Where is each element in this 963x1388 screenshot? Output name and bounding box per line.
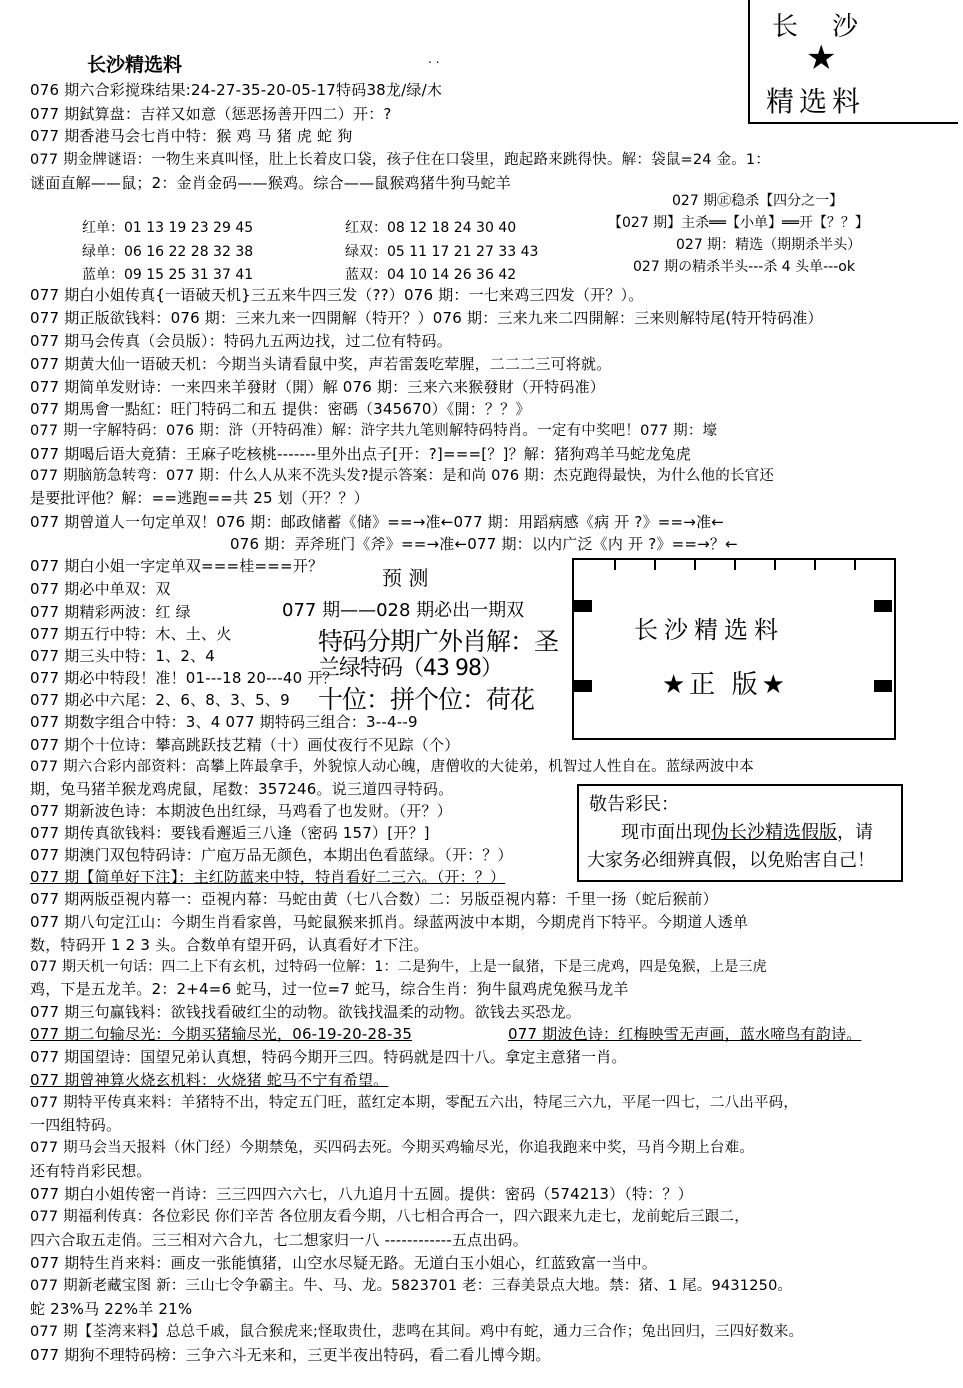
notice-heading: 敬告彩民： (589, 794, 679, 815)
text-line: 077 期三头中特：1、2、4 (30, 647, 216, 665)
text-line: 期，兔马猪羊猴龙鸡虎鼠，尾数：357246。说三道四寻特码。 (30, 780, 454, 798)
notice-highlight: 伪长沙精选假版 (711, 822, 837, 843)
red-double: 红双：08 12 18 24 30 40 (345, 220, 517, 236)
star-icon: ★ (806, 38, 837, 78)
text-line: 077 期三句赢钱料：欲钱找看破红尘的动物。欲钱找温柔的动物。欲钱去买恐龙。 (30, 1003, 582, 1021)
intro-line: 077 期鉽算盘：吉祥又如意（惩恶扬善开四二）开：? (30, 105, 392, 123)
page-title: 长沙精选料 (87, 54, 183, 76)
text-line: 077 期八句定江山：今期生肖看家兽，马蛇鼠猴来抓肖。绿蓝两波中本期，今期虎肖下特平。今期道人透单 (30, 913, 749, 931)
intro-line: 076 期六合彩搅珠结果:24-27-35-20-05-17特码38龙/绿/木 (30, 81, 443, 99)
text-line: 077 期白小姐传真{一语破天机}三五来牛四三发（??）076 期：一七来鸡三四发（开？）。 (30, 286, 644, 304)
intro-line: 077 期香港马会七肖中特：猴 鸡 马 猪 虎 蛇 狗 (30, 127, 353, 145)
text-line: 077 期狗不理特码榜：三争六斗无来和，三更半夜出特码，看二看儿博今期。 (30, 1346, 551, 1364)
text-line: 077 期福利传真：各位彩民 你们辛苦 各位朋友看今期，八七相合再合一，四六跟来九走七，龙前蛇后三跟二， (30, 1209, 749, 1225)
text-line: 077 期【荃湾来料】总总千戚，鼠合猴虎来;怪取贵仕，悲鸣在其间。鸡中有蛇，通力三合作；兔出回归，三四好数来。 (30, 1324, 804, 1340)
text-line: 鸡，下是五龙羊。2：2+4=6 蛇马，过一位=7 蛇马，综合生肖：狗牛鼠鸡虎兔猴马龙羊 (30, 980, 629, 998)
text-line: 077 期六合彩内部资料：高攀上阵最拿手，外貌惊人动心魄，唐僧收的大徒弟，机智过人性自在。蓝绿两波中本 (30, 759, 754, 775)
text-line: 077 期黄大仙一语破天机：今期当头请看鼠中奖，声若雷轰吃荤腥，二二二三可将就。 (30, 355, 612, 373)
blue-double: 蓝双：04 10 14 26 36 42 (345, 267, 517, 283)
text-line: 077 期曾道人一句定单双！076 期：邮政储蓄《储》==→准←077 期：用蹈病感《病 开 ?》==→准← (30, 513, 725, 531)
right-box-line: 027 期の精杀半头---杀 4 头单---ok (633, 259, 855, 275)
text-line: 四六合取五走俏。三三相对六合九，七二想家归一八 ------------五点出码。 (30, 1231, 528, 1249)
text-line: 077 期新波色诗：本期波色出红绿，马鸡看了也发财。（开？） (30, 802, 452, 820)
text-line: 077 期喝后语大竟猜：王麻子吃核桃-------里外出点子[开：?]===[？]？解：猪狗鸡羊马蛇龙兔虎 (30, 445, 691, 463)
text-line: 077 期白小姐传密一肖诗：三三四四六六七，八九追月十五圆。提供：密码（574213）（特：？） (30, 1185, 693, 1203)
text-line: 数，特码开 1 2 3 头。合数单有望开码，认真看好才下注。 (30, 936, 429, 954)
text-line: 077 期简单发财诗：一来四来羊發財（開）解 076 期：三来六来猴發財（开特码准） (30, 378, 605, 396)
text-line: 077 期二句输尽光：今期买猪输尽光，06-19-20-28-35 (30, 1025, 413, 1043)
text-line: 一四组特码。 (30, 1116, 122, 1134)
text-line: 077 期五行中特：木、土、火 (30, 625, 232, 643)
notice-text: 现市面出现 (621, 822, 711, 843)
predict-line: 十位：拼个位：荷花 (318, 685, 535, 714)
text-line: 077 期马会当天报料（休门经）今期禁兔，买四码去死。今期买鸡输尽光，你追我跑来中奖，马肖今期上台难。 (30, 1140, 754, 1156)
text-line: 077 期新老藏宝图 新：三山七令争霸主。牛、马、龙。5823701 老：三春美景点大地。禁：猪、1 尾。9431250。 (30, 1278, 793, 1294)
text-line: 077 期精彩两波：红 绿 (30, 603, 191, 621)
stamp-title: 长沙精选料 (634, 616, 784, 644)
text-line: 077 期一字解特码：076 期：浒（开特码准）解：浒字共九笔则解特码特肖。一定有中奖吧！077 期：壕 (30, 423, 718, 439)
stamp-subtitle: ★正 版★ (662, 670, 789, 700)
genuine-stamp (572, 558, 896, 740)
text-line: 077 期波色诗：红梅映雪无声画，蓝水啼鸟有韵诗。 (508, 1025, 862, 1043)
text-line: 077 期国望诗：国望兄弟认真想，特码今期开三四。特码就是四十八。拿定主意猪一肖。 (30, 1048, 627, 1066)
text-line: 077 期馬會一點紅：旺门特码二和五 提供：密碼（345670）《開：？？》 (30, 400, 531, 418)
intro-line: 谜面直解——鼠；2：金肖金码——猴鸡。综合——鼠猴鸡猪牛狗马蛇羊 (30, 174, 511, 192)
text-line: 077 期必中单双：双 (30, 580, 171, 598)
corner-title-bottom: 精选料 (766, 85, 866, 118)
red-single: 红单：01 13 19 23 29 45 (82, 220, 254, 236)
text-line: 还有特肖彩民想。 (30, 1162, 152, 1180)
text-line: 077 期【简单好下注】：主红防蓝来中特，特肖看好二三六。（开：？） (30, 868, 506, 886)
text-line: 077 期澳门双包特码诗：广庖万品无颜色，本期出色看蓝绿。（开：？） (30, 846, 513, 864)
notice-text: 大家务必细辨真假，以免贻害自己！ (587, 850, 875, 871)
predict-subtitle: 077 期——028 期必出一期双 (282, 600, 525, 621)
text-line: 077 期白小姐一字定单双===桂===开？ (30, 557, 324, 575)
predict-title: 预 测 (382, 566, 429, 590)
right-box-line: 【027 期】主杀══【小单】══开【？？】 (608, 215, 869, 231)
text-line: 077 期两版亞視内幕一：亞視内幕：马蛇由黄（七八合数）二：另版亞視内幕：千里一扬（蛇后猴前） (30, 890, 718, 908)
right-box-line: 027 期㊣稳杀【四分之一】 (672, 193, 844, 209)
notice-box (577, 784, 903, 882)
text-line: 077 期数字组合中特：3、4 077 期特码三组合：3--4--9 (30, 713, 418, 731)
text-line: 是要批评他？解：==逃跑==共 25 划（开？？） (30, 489, 369, 507)
green-double: 绿双：05 11 17 21 27 33 43 (345, 244, 539, 260)
text-line: 077 期必中特段！准！01---18 20---40 开？ (30, 669, 338, 687)
predict-line: 特码分期广外肖解：圣 (318, 627, 559, 656)
text-line: 077 期必中六尾：2、6、8、3、5、9 (30, 691, 290, 709)
text-line: 077 期天机一句话：四二上下有玄机，过特码一位解：1：二是狗牛，上是一鼠猪，下是三虎鸡，四是兔猴，上是三虎 (30, 959, 767, 975)
text-line: 蛇 23%马 22%羊 21% (30, 1300, 193, 1318)
intro-line: 077 期金牌谜语：一物生来真叫怪，肚上长着皮口袋，孩子住在口袋里，跑起路来跳得快。解：袋鼠=24 金。1： (30, 152, 771, 168)
predict-line: 兰绿特码（43 98） (318, 656, 502, 681)
text-line: 077 期正版欲钱料：076 期：三来九来一四開解（特开？）076 期：三来九来二四開解：三来则解特尾(特开特码准） (30, 309, 823, 327)
text-line-indented: 076 期：弄斧班门《斧》==→准←077 期：以内广泛《内 开 ?》==→？← (230, 535, 738, 553)
text-line: 077 期特生肖来料：画皮一张能慎猪，山空水尽疑无路。无道白玉小姐心，红蓝致富一当中。 (30, 1254, 658, 1272)
text-line: 077 期曾神算火烧玄机料：火烧猪 蛇马不宁有希望。 (30, 1071, 389, 1089)
corner-title-box (748, 0, 958, 124)
notice-text: ，请 (837, 822, 873, 843)
corner-title-top: 长沙 (772, 12, 893, 42)
right-box-line: 027 期：精选（期期杀半头） (676, 237, 862, 253)
text-line: 077 期个十位诗：攀高跳跃技艺精（十）画仗夜行不见踪（个） (30, 736, 460, 754)
green-single: 绿单：06 16 22 28 32 38 (82, 244, 254, 260)
text-line: 077 期马会传真（会员版）：特码九五两边找，过二位有特码。 (30, 332, 452, 350)
text-line: 077 期传真欲钱料：要钱看邂逅三八逢（密码 157）[开？] (30, 824, 430, 842)
header-dots: . . (428, 52, 440, 66)
blue-single: 蓝单：09 15 25 31 37 41 (82, 267, 254, 283)
text-line: 077 期脑筋急转弯：077 期：什么人从来不洗头发?提示答案：是和尚 076 期：杰克跑得最快，为什么他的长官还 (30, 468, 775, 484)
text-line: 077 期特平传真来料：羊猪特不出，特定五门旺，蓝红定本期，零配五六出，特尾三六九，平尾一四七，二八出平码， (30, 1095, 799, 1111)
